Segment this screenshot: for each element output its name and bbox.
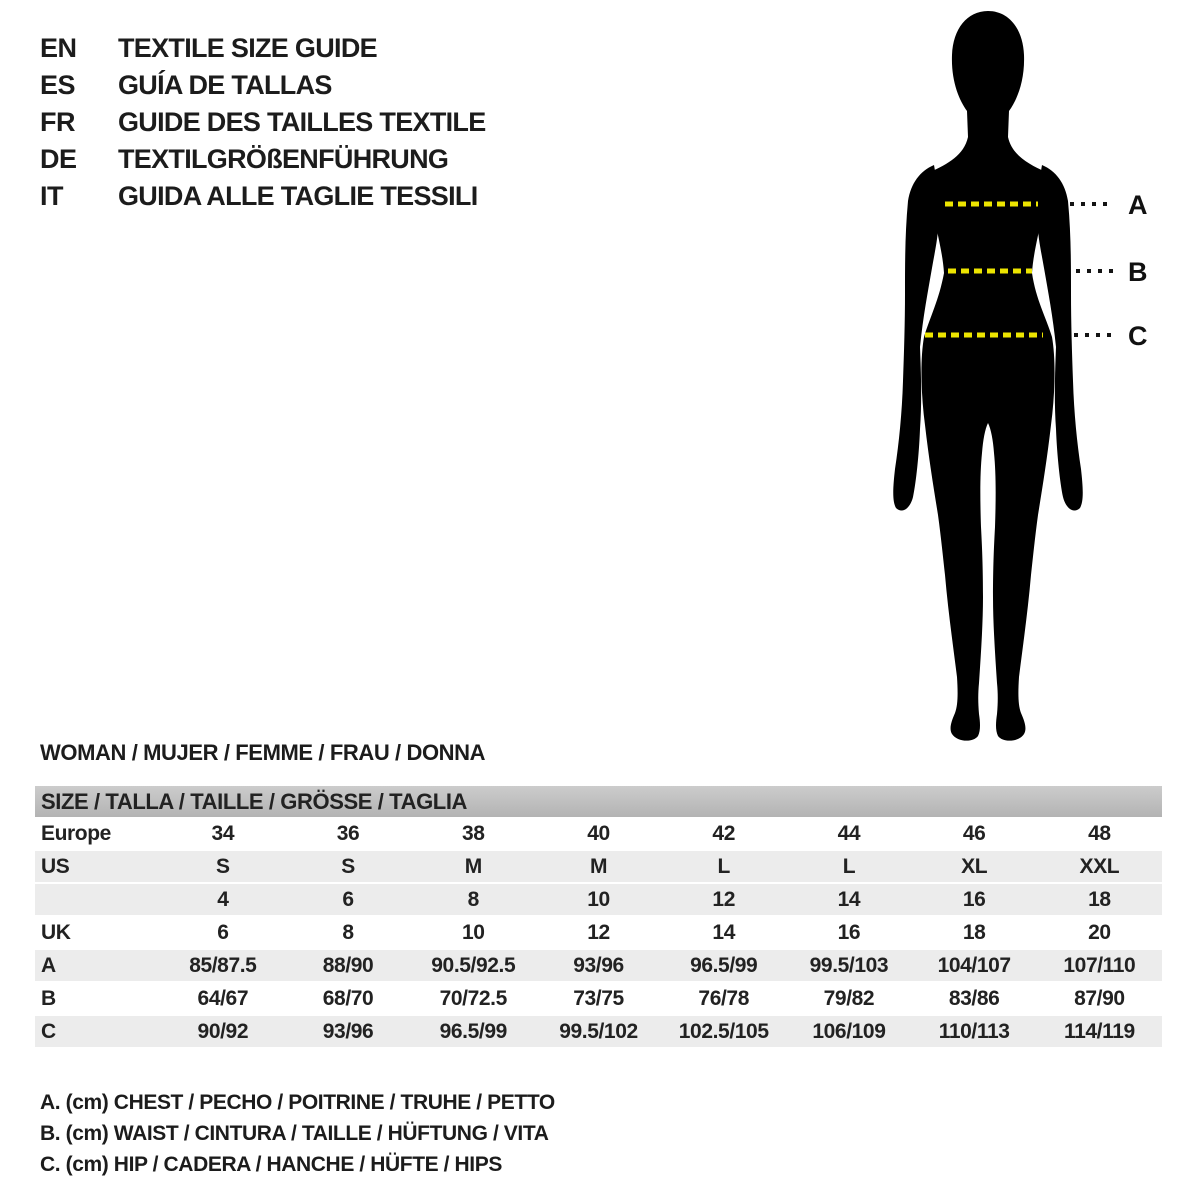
legend-line-chest: A. (cm) CHEST / PECHO / POITRINE / TRUHE / PETTO [40, 1091, 555, 1114]
table-cell: 99.5/102 [536, 1015, 661, 1048]
language-code: DE [40, 144, 77, 174]
marker-label-a: A [1128, 190, 1148, 220]
language-row-en [40, 30, 486, 67]
table-cell: 38 [411, 818, 536, 850]
table-cell: 90/92 [160, 1015, 285, 1048]
table-cell: 99.5/103 [786, 949, 911, 982]
table-cell: 48 [1037, 818, 1162, 850]
table-cell: 34 [160, 818, 285, 850]
language-label: GUIDA ALLE TAGLIE TESSILI [118, 181, 478, 211]
table-cell: XL [912, 850, 1037, 883]
language-label: GUIDE DES TAILLES TEXTILE [118, 107, 486, 137]
table-cell: L [661, 850, 786, 883]
table-cell: 64/67 [160, 982, 285, 1015]
table-cell: XXL [1037, 850, 1162, 883]
woman-silhouette [921, 11, 1054, 741]
table-cell: 83/86 [912, 982, 1037, 1015]
size-table-body [35, 818, 1162, 1048]
table-cell: 44 [786, 818, 911, 850]
language-code: FR [40, 107, 75, 137]
table-cell: 4 [160, 883, 285, 916]
table-cell: 18 [1037, 883, 1162, 916]
table-cell: 107/110 [1037, 949, 1162, 982]
table-cell: 46 [912, 818, 1037, 850]
table-row [35, 818, 1162, 850]
section-title: WOMAN / MUJER / FEMME / FRAU / DONNA [40, 740, 486, 765]
table-cell: 93/96 [285, 1015, 410, 1048]
table-cell: 12 [536, 916, 661, 949]
table-cell: 90.5/92.5 [411, 949, 536, 982]
table-cell: 12 [661, 883, 786, 916]
table-cell: 114/119 [1037, 1015, 1162, 1048]
woman-figure [860, 5, 1160, 745]
table-row [35, 1015, 1162, 1048]
table-row [35, 949, 1162, 982]
table-cell: 96.5/99 [661, 949, 786, 982]
table-cell: 40 [536, 818, 661, 850]
table-cell: 10 [411, 916, 536, 949]
table-cell: S [160, 850, 285, 883]
table-cell: 10 [536, 883, 661, 916]
row-label: UK [35, 916, 160, 949]
row-label: US [35, 850, 160, 883]
table-cell: 20 [1037, 916, 1162, 949]
marker-label-b: B [1128, 257, 1148, 287]
table-cell: 106/109 [786, 1015, 911, 1048]
marker-label-c: C [1128, 321, 1148, 351]
table-cell: 85/87.5 [160, 949, 285, 982]
table-cell: 70/72.5 [411, 982, 536, 1015]
table-row [35, 982, 1162, 1015]
size-table-header: SIZE / TALLA / TAILLE / GRÖSSE / TAGLIA [35, 786, 1162, 817]
table-row [35, 883, 1162, 916]
language-label: GUÍA DE TALLAS [118, 70, 332, 100]
row-label: Europe [35, 818, 160, 850]
table-cell: 87/90 [1037, 982, 1162, 1015]
table-cell: L [786, 850, 911, 883]
table-cell: 6 [160, 916, 285, 949]
table-cell: 14 [786, 883, 911, 916]
language-code: EN [40, 33, 77, 63]
table-cell: 42 [661, 818, 786, 850]
table-cell: 8 [285, 916, 410, 949]
table-row [35, 850, 1162, 883]
size-table-section [35, 786, 1162, 1049]
table-cell: S [285, 850, 410, 883]
table-row [35, 916, 1162, 949]
table-cell: 96.5/99 [411, 1015, 536, 1048]
table-cell: 104/107 [912, 949, 1037, 982]
table-cell: 68/70 [285, 982, 410, 1015]
language-row-es [40, 67, 486, 104]
language-code: ES [40, 70, 76, 100]
table-cell: 14 [661, 916, 786, 949]
table-cell: M [411, 850, 536, 883]
row-label: A [35, 949, 160, 982]
table-cell: 93/96 [536, 949, 661, 982]
table-cell: 6 [285, 883, 410, 916]
table-cell: 16 [912, 883, 1037, 916]
language-label: TEXTILE SIZE GUIDE [118, 33, 377, 63]
language-row-it [40, 178, 486, 215]
table-cell: 36 [285, 818, 410, 850]
row-label: C [35, 1015, 160, 1048]
woman-silhouette-svg [860, 5, 1160, 745]
language-code: IT [40, 181, 63, 211]
table-cell: M [536, 850, 661, 883]
table-cell: 16 [786, 916, 911, 949]
table-cell: 102.5/105 [661, 1015, 786, 1048]
row-label [35, 883, 160, 916]
size-table [35, 818, 1162, 1049]
table-cell: 18 [912, 916, 1037, 949]
language-row-fr [40, 104, 486, 141]
measurement-legend [40, 1087, 555, 1180]
language-list [40, 30, 486, 215]
legend-line-waist: B. (cm) WAIST / CINTURA / TAILLE / HÜFTUNG / VITA [40, 1122, 549, 1145]
table-cell: 110/113 [912, 1015, 1037, 1048]
table-cell: 88/90 [285, 949, 410, 982]
table-cell: 76/78 [661, 982, 786, 1015]
table-cell: 8 [411, 883, 536, 916]
language-row-de [40, 141, 486, 178]
table-cell: 73/75 [536, 982, 661, 1015]
language-label: TEXTILGRÖßENFÜHRUNG [118, 144, 449, 174]
legend-line-hip: C. (cm) HIP / CADERA / HANCHE / HÜFTE / HIPS [40, 1153, 502, 1176]
table-cell: 79/82 [786, 982, 911, 1015]
row-label: B [35, 982, 160, 1015]
